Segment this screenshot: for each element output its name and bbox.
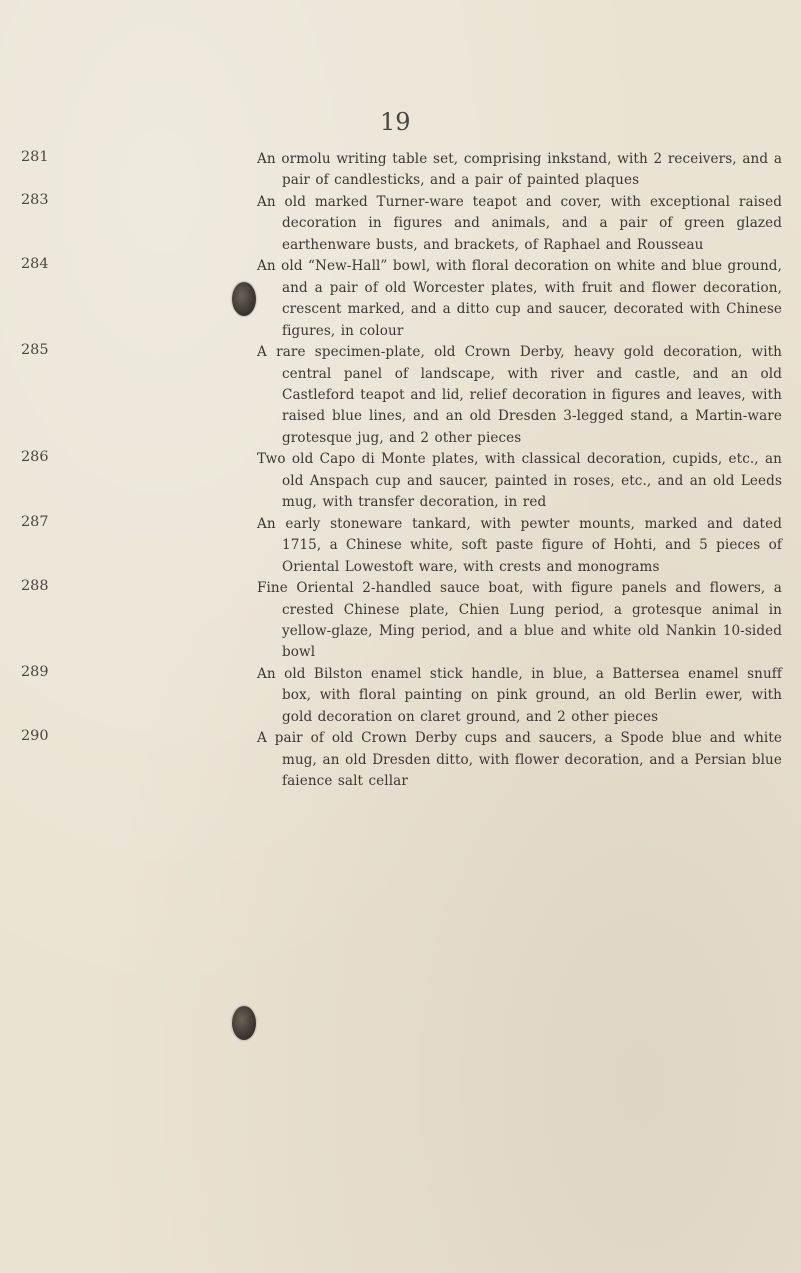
page-number: 19 [380,108,411,136]
lot-number: 285 [21,342,49,359]
lot-description: An early stoneware tankard, with pewter mounts, marked and dated 1715, a Chinese white, soft paste figure of Hohti, and 5 pieces of Oriental Lowestoft ware, with crests and monograms [257,515,782,575]
lot-description: A pair of old Crown Derby cups and saucers, a Spode blue and white mug, an old Dresden ditto, with flower decoration, and a Persian blue faience salt cellar [257,730,782,790]
binding-hole-top [232,282,256,316]
lot-description: Fine Oriental 2-handled sauce boat, with figure panels and flowers, a crested Chinese plate, Chien Lung period, a grotesque animal in yellow-glaze, Ming period, and a blue and white old Nankin 10-sided bowl [257,580,782,661]
lot-description: An old marked Turner-ware teapot and cover, with exceptional raised decoration in figures and animals, and a pair of green glazed earthenware busts, and brackets, of Raphael and Rousseau [257,193,782,253]
binding-hole-bottom [232,1006,256,1040]
lot-description: An ormolu writing table set, comprising inkstand, with 2 receivers, and a pair of candlesticks, and a pair of painted plaques [257,151,782,189]
lot-number: 281 [21,149,49,165]
lot-description: Two old Capo di Monte plates, with classical decoration, cupids, etc., an old Anspach cup and saucer, painted in roses, etc., and an old Leeds mug, with transfer decoration, in red [257,451,782,511]
lot-number: 286 [21,449,49,466]
lot-number: 287 [21,513,49,530]
lot-number: 283 [21,191,49,208]
lot-number: 284 [21,256,49,273]
lot-number: 290 [21,728,49,745]
lot-description: An old Bilston enamel stick handle, in blue, a Battersea enamel snuff box, with floral painting on pink ground, an old Berlin ewer, with gold decoration on claret ground, and 2 other pieces [257,665,782,725]
lot-number: 288 [21,578,49,595]
lot-number: 289 [21,663,49,680]
lot-description: An old “New-Hall” bowl, with floral decoration on white and blue ground, and a pair of old Worcester plates, with fruit and flower decoration, crescent marked, and a ditto cup and saucer, decorated with Chinese figures, in colour [257,258,782,339]
lot-description: A rare specimen-plate, old Crown Derby, heavy gold decoration, with central panel of landscape, with river and castle, and an old Castleford teapot and lid, relief decoration in figures and leaves, with raised blue lines, and an old Dresden 3-legged stand, a Martin-ware grotesque jug, and 2 other pieces [257,344,782,446]
